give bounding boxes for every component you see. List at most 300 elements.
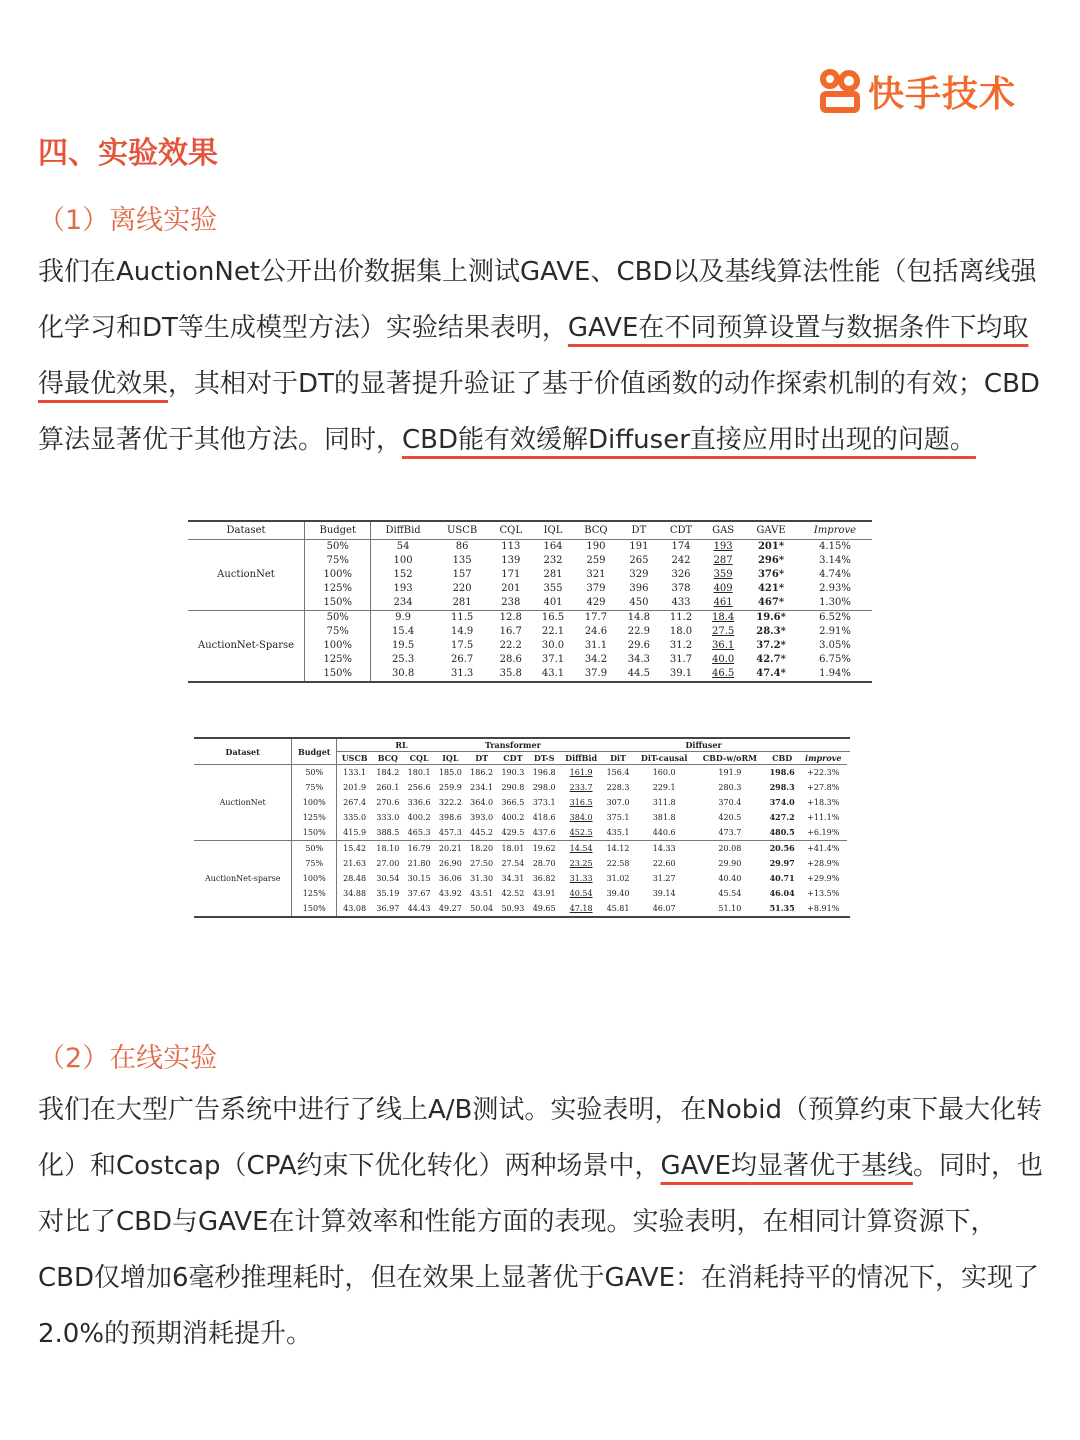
table2-group-header: Budget <box>292 738 337 765</box>
online-paragraph: 我们在大型广告系统中进行了线上A/B测试。实验表明，在Nobid（预算约束下最大化转化）和Costcap（CPA约束下优化转化）两种场景中，GAVE均显著优于基线。同时，也对比了CBD与GAVE在计算效率和性能方面的表现。实验表明，在相同计算资源下，CBD仅增加6毫秒推理耗时，但在效果上显著优于GAVE：在消耗持平的情况下，实现了2.0%的预期消耗提升。 <box>38 1095 1044 1349</box>
table2-cell: 437.6 <box>532 828 556 837</box>
table2-dataset-cell: AuctionNet <box>194 765 292 841</box>
table1-cell: 28.3* <box>756 626 786 637</box>
table2-cell: 415.9 <box>343 828 367 837</box>
table2-cell: 100% <box>292 795 337 810</box>
table2-cell: 445.2 <box>470 828 494 837</box>
table1-cell: 242 <box>671 555 691 566</box>
table2-cell: 30.15 <box>407 874 431 883</box>
table2-cell: 20.21 <box>435 841 466 857</box>
table1-cell: 14.8 <box>618 611 660 626</box>
table1-cell: 30.0 <box>541 640 565 651</box>
table1-cell: 29.6 <box>627 640 651 651</box>
table2-cell: 40.71 <box>769 873 795 883</box>
table2-header-cell: CBD <box>765 752 799 765</box>
table2-cell: 480.5 <box>769 827 795 837</box>
table1-header-cell: IQL <box>532 521 574 540</box>
table1-cell: 37.9 <box>584 668 608 679</box>
table2-header-cell: CDT <box>497 752 528 765</box>
table2-cell: 34.31 <box>501 874 525 883</box>
table2-header-cell: DiT-causal <box>634 752 695 765</box>
table1-cell: 31.2 <box>669 640 693 651</box>
table2-cell: 429.5 <box>501 828 525 837</box>
table2-cell: 36.06 <box>438 874 462 883</box>
table1-cell: 14.9 <box>450 626 474 637</box>
table2-cell: 27.54 <box>501 859 525 868</box>
table2-cell: 420.5 <box>718 813 742 822</box>
table1-cell: 100 <box>393 555 413 566</box>
table2-cell: 186.2 <box>470 768 494 777</box>
table2-group-header: RL <box>337 738 466 752</box>
table1-cell: 9.9 <box>371 611 435 626</box>
table2-cell: 27.50 <box>470 859 494 868</box>
table1-cell: 174 <box>671 541 691 552</box>
kuaishou-tech-logo <box>818 66 1016 117</box>
table1-cell: 409 <box>713 583 733 594</box>
table2-cell: 20.08 <box>695 841 766 857</box>
table2-group-header: Dataset <box>194 738 292 765</box>
table2-cell: 366.5 <box>501 798 525 807</box>
table1-cell: 329 <box>629 569 649 580</box>
table1-cell: 450 <box>629 597 649 608</box>
table2-cell: 256.6 <box>407 783 431 792</box>
table2-cell: 22.60 <box>652 859 676 868</box>
table1-header-row <box>188 521 872 540</box>
highlight-gave-baseline: GAVE均显著优于基线 <box>660 1151 913 1181</box>
table2-cell: 31.30 <box>470 874 494 883</box>
table1-cell: 125% <box>305 653 371 667</box>
table2-cell: 307.0 <box>606 798 630 807</box>
table2-cell: 322.2 <box>438 798 462 807</box>
table1-cell: 190 <box>586 541 606 552</box>
table2-cell: 37.67 <box>407 889 431 898</box>
table2-cell: 36.97 <box>376 904 400 913</box>
table2-row <box>194 780 850 795</box>
table1-header-cell: DT <box>618 521 660 540</box>
table1-header-cell: Dataset <box>188 521 305 540</box>
table2-cell: 14.12 <box>602 841 633 857</box>
table1-cell: 31.3 <box>450 668 474 679</box>
table1-cell: 16.7 <box>499 626 522 637</box>
table1-cell: 6.52% <box>798 611 872 626</box>
table1-cell: 4.15% <box>819 541 851 552</box>
highlight-gave-best: GAVE在不同预算设置与数据条件下均取得最优效果 <box>38 313 1029 399</box>
brand-name: 快手技术 <box>868 74 1017 115</box>
table1-cell: 193 <box>713 541 733 552</box>
online-subtitle: （2）在线实验 <box>38 1043 218 1074</box>
table2-cell: 30.54 <box>376 874 400 883</box>
table1-cell: 326 <box>671 569 691 580</box>
table1-cell: 150% <box>305 667 371 682</box>
table2-cell: 29.90 <box>718 859 742 868</box>
table2-cell: 185.0 <box>438 768 462 777</box>
table1-cell: 37.2* <box>756 640 786 651</box>
table2-cell: 161.9 <box>569 768 593 777</box>
table2-cell: 150% <box>292 825 337 841</box>
table1-cell: 193 <box>393 583 413 594</box>
table2-cell: 21.63 <box>343 859 367 868</box>
table2-cell: 28.70 <box>532 859 556 868</box>
table2-cell: +28.9% <box>807 859 840 868</box>
table2-cell: 398.6 <box>438 813 462 822</box>
table2-dataset-cell: AuctionNet-sparse <box>194 841 292 918</box>
table2-row <box>194 810 850 825</box>
offline-subtitle: （1）离线实验 <box>38 205 218 236</box>
table1-cell: 191 <box>629 541 649 552</box>
table2-row <box>194 795 850 810</box>
table1-header-cell: CDT <box>660 521 702 540</box>
table1-row <box>188 540 872 555</box>
offline-paragraph: 我们在AuctionNet公开出价数据集上测试GAVE、CBD以及基线算法性能（包括离线强化学习和DT等生成模型方法）实验结果表明，GAVE在不同预算设置与数据条件下均取得最优效果，其相对于DT的显著提升验证了基于价值函数的动作探索机制的有效；CBD算法显著优于其他方法。同时，CBD能有效缓解Diffuser直接应用时出现的问题。 <box>38 257 1040 455</box>
table2-cell: 400.2 <box>501 813 525 822</box>
table1-cell: 125% <box>305 582 371 596</box>
table2-cell: 36.82 <box>532 874 556 883</box>
table2-cell: 373.1 <box>532 798 556 807</box>
table2-cell: 50.04 <box>470 904 494 913</box>
table1-cell: 396 <box>629 583 649 594</box>
table1-header-cell: Improve <box>798 521 872 540</box>
table1-cell: 22.1 <box>541 626 565 637</box>
table2-row <box>194 886 850 901</box>
table2-group-header-row <box>194 738 850 752</box>
table2-cell: 190.3 <box>501 768 525 777</box>
table1-cell: 26.7 <box>450 654 474 665</box>
table2-cell: 270.6 <box>376 798 400 807</box>
table2-cell: 335.0 <box>343 813 367 822</box>
table1-cell: 18.0 <box>669 626 693 637</box>
table2-cell: 47.18 <box>569 904 593 913</box>
table2-cell: 16.79 <box>403 841 434 857</box>
table1-cell: 42.7* <box>756 654 786 665</box>
table2-cell: 184.2 <box>376 768 400 777</box>
table2-row <box>194 841 850 857</box>
results-table-gave <box>188 520 872 712</box>
table1-cell: 44.5 <box>627 668 651 679</box>
table2-cell: 418.6 <box>532 813 556 822</box>
table1-cell: 27.5 <box>711 626 735 637</box>
table2-cell: +8.91% <box>807 904 840 913</box>
table1-cell: 429 <box>586 597 606 608</box>
table1-dataset-cell: AuctionNet <box>188 540 305 611</box>
table1-cell: 19.6* <box>744 611 798 626</box>
table1-cell: 296* <box>757 555 785 566</box>
table2-cell: 45.54 <box>718 889 742 898</box>
kuaishou-logo-icon <box>818 69 862 115</box>
table1-header-cell: GAS <box>702 521 744 540</box>
table1-cell: 34.3 <box>627 654 651 665</box>
table2-cell: 381.8 <box>652 813 676 822</box>
table1-cell: 2.91% <box>819 626 851 637</box>
table2-cell: 39.40 <box>606 889 630 898</box>
table2-cell: 28.48 <box>343 874 367 883</box>
table2-cell: 465.3 <box>407 828 431 837</box>
table2-cell: +22.3% <box>807 768 840 777</box>
table2-cell: 156.4 <box>606 768 630 777</box>
table2-cell: 180.1 <box>407 768 431 777</box>
table2-header-cell: DiffBid <box>560 752 603 765</box>
table1-cell: 35.8 <box>499 668 522 679</box>
table2-cell: 125% <box>292 886 337 901</box>
table1-cell: 150% <box>305 596 371 611</box>
table1-cell: 40.0 <box>711 654 735 665</box>
table2-cell: 150% <box>292 901 337 917</box>
table1-cell: 135 <box>452 555 472 566</box>
table1-cell: 86 <box>455 541 469 552</box>
table2-cell: 196.8 <box>532 768 556 777</box>
table1-cell: 232 <box>543 555 563 566</box>
table1-cell: 50% <box>305 540 371 555</box>
table2-cell: 374.0 <box>769 797 795 807</box>
table2-cell: 233.7 <box>569 783 593 792</box>
table2-cell: 18.20 <box>466 841 497 857</box>
table2-cell: 43.51 <box>470 889 494 898</box>
table2-cell: 26.90 <box>438 859 462 868</box>
table1-cell: 31.1 <box>584 640 608 651</box>
table1-cell: 201 <box>501 583 521 594</box>
table2-cell: 22.58 <box>606 859 630 868</box>
table1-cell: 220 <box>452 583 472 594</box>
table2-cell: 40.54 <box>569 889 593 898</box>
table1-cell: 1.94% <box>819 668 851 679</box>
table1-cell: 164 <box>543 541 563 552</box>
table2-cell: +6.19% <box>807 828 840 837</box>
table2-header-cell: BCQ <box>372 752 403 765</box>
table1-cell: 47.4* <box>756 668 786 679</box>
table1-cell: 461 <box>713 597 733 608</box>
table2-cell: 49.65 <box>532 904 556 913</box>
table2-cell: 50% <box>292 765 337 781</box>
table2-cell: 31.27 <box>652 874 676 883</box>
table1-cell: 378 <box>671 583 691 594</box>
table2-cell: 473.7 <box>718 828 742 837</box>
table1-cell: 22.9 <box>627 626 651 637</box>
table2-cell: 43.91 <box>532 889 556 898</box>
table1-row <box>188 611 872 626</box>
table2-cell: 49.27 <box>438 904 462 913</box>
table1-cell: 157 <box>452 569 472 580</box>
table2-cell: 384.0 <box>569 813 593 822</box>
table2-row <box>194 871 850 886</box>
table2-cell: 31.33 <box>569 874 593 883</box>
table2-cell: 44.43 <box>407 904 431 913</box>
table1-cell: 201* <box>757 541 785 552</box>
table2-cell: 280.3 <box>718 783 742 792</box>
table1-header-cell: DiffBid <box>371 521 435 540</box>
table1-header-cell: Budget <box>305 521 371 540</box>
table2-cell: 35.19 <box>376 889 400 898</box>
table2-cell: 125% <box>292 810 337 825</box>
table2-group-header <box>847 738 850 752</box>
table2-cell: 191.9 <box>718 768 742 777</box>
table1-cell: 6.75% <box>819 654 851 665</box>
table1-header-cell: GAVE <box>744 521 798 540</box>
table2-cell: 100% <box>292 871 337 886</box>
table2-group-header: Transformer <box>466 738 560 752</box>
table1-cell: 54 <box>396 541 410 552</box>
table2-cell: 133.1 <box>343 768 367 777</box>
table1-cell: 100% <box>305 639 371 653</box>
table2-cell: 46.07 <box>652 904 676 913</box>
table2-cell: +11.1% <box>807 813 840 822</box>
table2-cell: 375.1 <box>606 813 630 822</box>
table1-cell: 3.14% <box>819 555 851 566</box>
table1-cell: 467* <box>757 597 785 608</box>
table2-cell: 43.08 <box>343 904 367 913</box>
table2-cell: 14.54 <box>560 841 603 857</box>
table1-cell: 3.05% <box>819 640 851 651</box>
table1-cell: 113 <box>501 541 521 552</box>
table2-cell: 43.92 <box>438 889 462 898</box>
table2-cell: 50% <box>292 841 337 857</box>
table2-cell: 400.2 <box>407 813 431 822</box>
results-table-cbd <box>194 737 850 923</box>
table1-cell: 2.93% <box>819 583 851 594</box>
table2-cell: 50.93 <box>501 904 525 913</box>
table2-row <box>194 825 850 841</box>
table2-cell: 440.6 <box>652 828 676 837</box>
table1-cell: 17.7 <box>574 611 618 626</box>
table2-row <box>194 856 850 871</box>
table2-cell: +18.3% <box>807 798 840 807</box>
table1-cell: 4.74% <box>819 569 851 580</box>
table2-cell: 15.42 <box>337 841 373 857</box>
table1-cell: 16.5 <box>532 611 574 626</box>
table1-cell: 75% <box>305 554 371 568</box>
table2-cell: 457.3 <box>438 828 462 837</box>
table2-cell: 45.81 <box>606 904 630 913</box>
table2-cell: +41.4% <box>799 841 847 857</box>
table2-cell: 46.04 <box>769 888 795 898</box>
table2-cell: 18.10 <box>372 841 403 857</box>
table1-cell: 171 <box>501 569 521 580</box>
table2-cell: 23.25 <box>569 859 593 868</box>
table1-cell: 321 <box>586 569 606 580</box>
table1-cell: 31.7 <box>669 654 693 665</box>
table2-cell: 260.1 <box>376 783 400 792</box>
table1-cell: 1.30% <box>819 597 851 608</box>
table2-cell: 393.0 <box>470 813 494 822</box>
table1-cell: 75% <box>305 625 371 639</box>
table2-cell: 290.8 <box>501 783 525 792</box>
table2-cell: 21.80 <box>407 859 431 868</box>
table2-cell: 452.5 <box>569 828 593 837</box>
table1-dataset-cell: AuctionNet-Sparse <box>188 611 305 683</box>
table1-cell: 12.8 <box>490 611 532 626</box>
table1-cell: 11.5 <box>435 611 490 626</box>
table2-group-header: Diffuser <box>560 738 848 752</box>
table2-cell: 27.00 <box>376 859 400 868</box>
table2-cell: 18.01 <box>497 841 528 857</box>
table2-row <box>194 765 850 781</box>
table1-cell: 433 <box>671 597 691 608</box>
table2-cell: 259.9 <box>438 783 462 792</box>
table2-header-cell: IQL <box>435 752 466 765</box>
table2-cell: 31.02 <box>606 874 630 883</box>
table1-cell: 287 <box>713 555 733 566</box>
table2-cell: 311.8 <box>652 798 676 807</box>
table2-cell: +13.5% <box>807 889 840 898</box>
table1-cell: 281 <box>543 569 563 580</box>
table1-cell: 34.2 <box>584 654 608 665</box>
table2-cell: 267.4 <box>343 798 367 807</box>
table1-header-cell: USCB <box>435 521 490 540</box>
table1-cell: 359 <box>713 569 733 580</box>
table2-row <box>194 901 850 917</box>
table2-cell: +29.9% <box>807 874 840 883</box>
table1-cell: 24.6 <box>584 626 608 637</box>
highlight-cbd-diffuser: CBD能有效缓解Diffuser直接应用时出现的问题 <box>402 425 950 455</box>
table2-header-cell: USCB <box>337 752 373 765</box>
table1-cell: 30.8 <box>391 668 415 679</box>
table2-cell: 234.1 <box>470 783 494 792</box>
table1-cell: 22.2 <box>499 640 522 651</box>
table2-header-cell: DT <box>466 752 497 765</box>
table2-cell: 34.88 <box>343 889 367 898</box>
table1-cell: 25.3 <box>391 654 415 665</box>
table2-cell: 228.3 <box>606 783 630 792</box>
table2-cell: 75% <box>292 780 337 795</box>
table2-cell: 435.1 <box>606 828 630 837</box>
table2-cell: 298.3 <box>769 782 795 792</box>
table1-header-cell: CQL <box>490 521 532 540</box>
table1-cell: 376* <box>757 569 785 580</box>
table1-cell: 421* <box>757 583 785 594</box>
table2-cell: 42.52 <box>501 889 525 898</box>
table2-cell: 40.40 <box>718 874 742 883</box>
table1-cell: 50% <box>305 611 371 626</box>
table1-cell: 11.2 <box>660 611 702 626</box>
table2-cell: 427.2 <box>769 812 795 822</box>
table1-cell: 15.4 <box>391 626 415 637</box>
section-title: 四、实验效果 <box>38 136 218 171</box>
table1-cell: 281 <box>452 597 472 608</box>
table2-cell: 333.0 <box>376 813 400 822</box>
table2-cell: 198.6 <box>769 767 795 777</box>
table2-cell: 39.14 <box>652 889 676 898</box>
table2-cell: 14.33 <box>634 841 695 857</box>
table1-cell: 234 <box>393 597 413 608</box>
table2-cell: 388.5 <box>376 828 400 837</box>
table1-cell: 43.1 <box>541 668 565 679</box>
table1-cell: 379 <box>586 583 606 594</box>
table1-cell: 152 <box>393 569 413 580</box>
table2-header-cell: improve <box>799 752 847 765</box>
table1-cell: 36.1 <box>711 640 735 651</box>
table2-cell: 29.97 <box>769 858 795 868</box>
table1-cell: 259 <box>586 555 606 566</box>
table1-cell: 355 <box>543 583 563 594</box>
table1-cell: 17.5 <box>450 640 474 651</box>
table2-header-cell: DiT <box>602 752 633 765</box>
table2-cell: 160.0 <box>652 768 676 777</box>
table1-cell: 46.5 <box>711 668 735 679</box>
table1-header-cell: BCQ <box>574 521 618 540</box>
table2-cell: 75% <box>292 856 337 871</box>
table2-cell: 370.4 <box>718 798 742 807</box>
table1-cell: 39.1 <box>669 668 693 679</box>
table2-cell: 316.5 <box>569 798 593 807</box>
table2-cell: 19.62 <box>529 841 560 857</box>
table1-cell: 28.6 <box>499 654 522 665</box>
table2-header-cell: CBD-w/oRM <box>695 752 766 765</box>
table1-cell: 401 <box>543 597 563 608</box>
table1-cell: 37.1 <box>541 654 565 665</box>
table2-header-cell: CQL <box>403 752 434 765</box>
table1-cell: 265 <box>629 555 649 566</box>
table1-cell: 19.5 <box>391 640 415 651</box>
table2-cell: 336.6 <box>407 798 431 807</box>
table2-cell: 51.35 <box>769 903 795 913</box>
